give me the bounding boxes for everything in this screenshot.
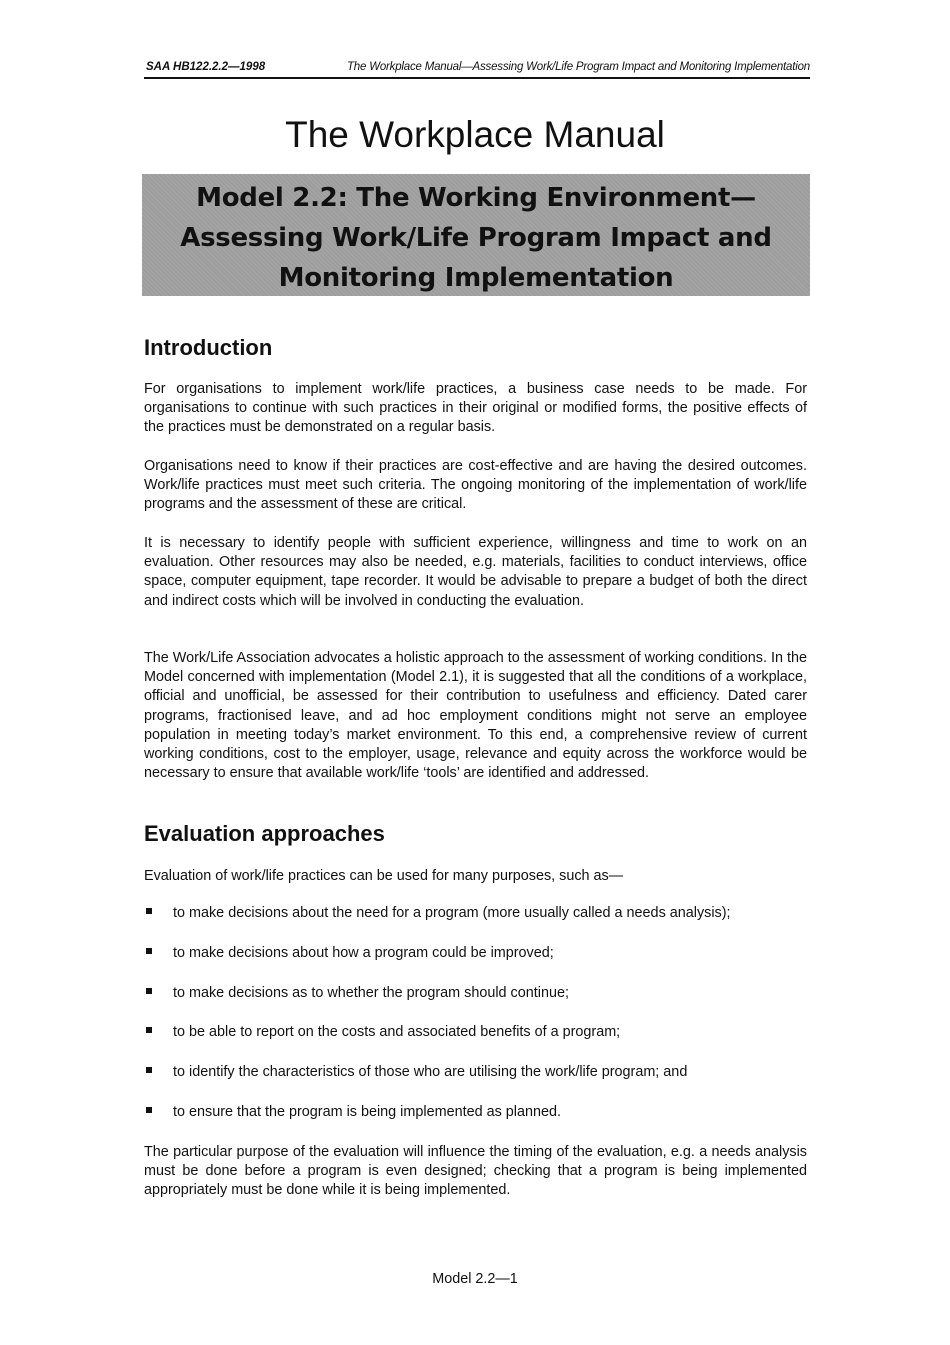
- banner-line-1: Model 2.2: The Working Environment—: [196, 183, 756, 213]
- running-header-title: The Workplace Manual—Assessing Work/Life Program Impact and Monitoring Implementation: [346, 61, 810, 73]
- list-item: [144, 983, 810, 1023]
- list-item: [144, 1102, 810, 1142]
- running-header: [144, 59, 810, 79]
- square-bullet-icon: [146, 1067, 152, 1073]
- evaluation-closing-paragraph: The particular purpose of the evaluation will influence the timing of the evaluation, e.g. a needs analysis must be done before a program is even designed; checking that a program is being implemented appropriately must be done while it is being implemented.: [144, 1144, 807, 1199]
- intro-paragraph-2: Organisations need to know if their practices are cost-effective and are having the desired outcomes. Work/life practices must meet such criteria. The ongoing monitoring of the implementation of work/life programs and the assessment of these are critical.: [144, 458, 807, 513]
- list-item-text: to make decisions about the need for a program (more usually called a needs analysis);: [173, 905, 731, 921]
- evaluation-intro: Evaluation of work/life practices can be used for many purposes, such as—: [144, 868, 624, 884]
- list-item-text: to make decisions as to whether the program should continue;: [173, 984, 569, 1001]
- square-bullet-icon: [146, 908, 152, 914]
- page-number: Model 2.2—1: [432, 1271, 518, 1287]
- square-bullet-icon: [146, 988, 152, 994]
- banner-line-2: Assessing Work/Life Program Impact and: [180, 223, 772, 253]
- list-item-text: to identify the characteristics of those who are utilising the work/life program; and: [173, 1064, 688, 1081]
- square-bullet-icon: [146, 948, 152, 954]
- list-item-text: to ensure that the program is being implemented as planned.: [173, 1103, 561, 1120]
- intro-paragraph-4: The Work/Life Association advocates a holistic approach to the assessment of working conditions. In the Model concerned with implementation (Model 2.1), it is suggested that all the conditions of a workplace, official and unofficial, be assessed for their contribution to usefulness and efficiency. Dated carer programs, fractionised leave, and ad hoc employment conditions might not serve an employee population in meeting today’s market environment. To this end, a comprehensive review of current working conditions, cost to the employer, usage, relevance and equity across the workforce would be necessary to ensure that available work/life ‘tools’ are identified and addressed.: [144, 650, 807, 782]
- list-item-text: to make decisions about how a program could be improved;: [173, 944, 554, 961]
- list-item: [144, 1022, 810, 1062]
- intro-paragraph-3: It is necessary to identify people with sufficient experience, willingness and time to work on an evaluation. Other resources may also be needed, e.g. materials, facilities to conduct interviews, office space, computer equipment, tape recorder. It would be advisable to prepare a budget of both the direct and indirect costs which will be involved in conducting the evaluation.: [144, 535, 807, 609]
- evaluation-purposes-list: [144, 903, 810, 1142]
- introduction-heading: Introduction: [144, 335, 273, 360]
- list-item: [144, 903, 810, 943]
- list-item: [144, 943, 810, 983]
- banner-line-3: Monitoring Implementation: [278, 263, 674, 293]
- list-item-text: to be able to report on the costs and associated benefits of a program;: [173, 1024, 621, 1041]
- standard-code: SAA HB122.2.2—1998: [146, 61, 266, 73]
- square-bullet-icon: [146, 1107, 152, 1113]
- model-title-banner: [142, 174, 810, 296]
- list-item: [144, 1062, 810, 1102]
- intro-paragraph-1: For organisations to implement work/life practices, a business case needs to be made. For organisations to continue with such practices in their original or modified forms, the positive effects of the practices must be demonstrated on a regular basis.: [144, 381, 807, 436]
- manual-title: The Workplace Manual: [285, 114, 665, 155]
- evaluation-heading: Evaluation approaches: [144, 821, 385, 846]
- square-bullet-icon: [146, 1027, 152, 1033]
